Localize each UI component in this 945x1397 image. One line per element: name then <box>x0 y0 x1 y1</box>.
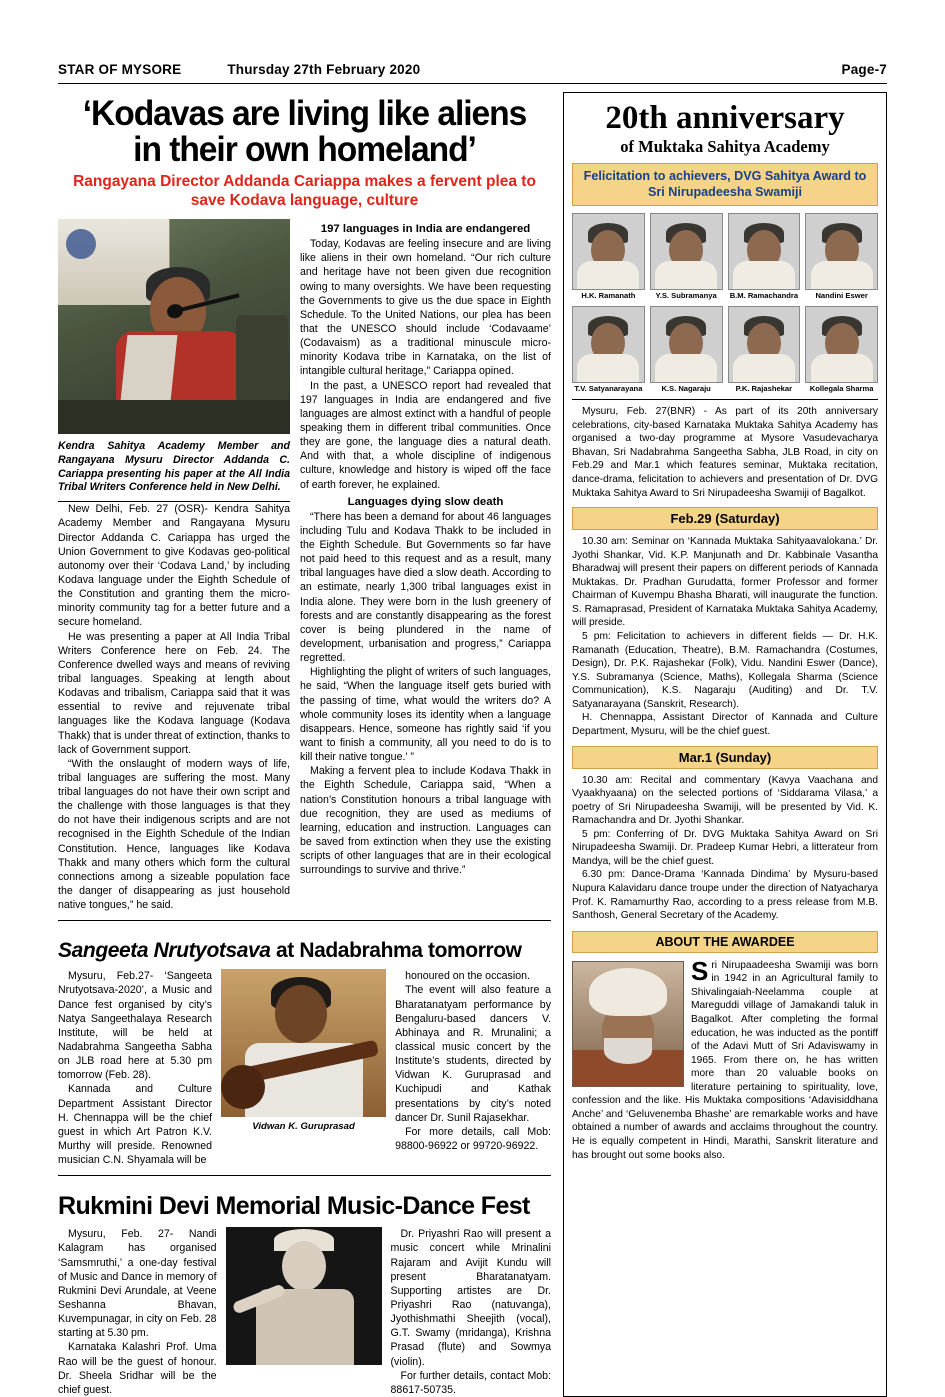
article1 <box>58 219 551 912</box>
paragraph: For further details, contact Mob: 88617-50735. <box>390 1369 551 1396</box>
page-number: Page-7 <box>841 62 887 77</box>
article1-left-column <box>58 219 290 912</box>
article1-subheading-2: Languages dying slow death <box>347 495 504 508</box>
achiever-photo <box>572 306 645 383</box>
masthead <box>58 62 887 81</box>
paragraph: Dr. Priyashri Rao will present a music concert while Mrinalini Rajaram and Avijit Kundu will present Bharatanatyam. Supporting artistes are Dr. Priyashri Rao (natuvanga), Jyothishmathi Sheejith (vocal), G.T. Swamy (mridanga), Krishna Prasad (flute) and Sowmya (violin). <box>390 1228 551 1368</box>
article2 <box>58 969 551 1167</box>
achiever-item <box>728 306 801 393</box>
article1-right-column <box>300 219 551 912</box>
article3-divider <box>58 1175 551 1221</box>
left-column <box>58 92 563 1397</box>
day1-schedule <box>572 535 878 738</box>
achiever-name: K.S. Nagaraju <box>661 383 711 393</box>
achiever-photo <box>572 213 645 290</box>
paragraph: 6.30 pm: Dance-Drama ‘Kannada Dindima’ by Mysuru-based Nupura Kalavidaru dance troupe under the direction of Natyacharya Prof. K. Ramamurthy Rao, according to a press release from M.B. Santhosh, General Secretary of the Academy. <box>572 869 878 922</box>
paper-name: STAR OF MYSORE <box>58 62 182 77</box>
paragraph: “There has been a demand for about 46 languages including Tulu and Kodava Thakk to be included in the Eighth Schedule. But Governments so far have not paid heed to this request and as a result, many tribal languages have died a slow death. According to an estimate, nearly 1,300 tribal languages exist in India alone. They were born in the lush greenery of forests and are constantly disappearing as the forest cover is being plundered in the name of development, urbanisation and progress,” Cariappa regretted. <box>300 510 551 665</box>
achiever-photo <box>805 213 878 290</box>
achiever-item <box>805 306 878 393</box>
paragraph: For more details, call Mob: 98800-96922 or 99720-96922. <box>395 1125 551 1153</box>
audience-figure <box>236 315 288 403</box>
right-divider <box>572 399 878 400</box>
achiever-photo <box>728 306 801 383</box>
achiever-name: Kollegala Sharma <box>809 383 874 393</box>
day2-schedule <box>572 774 878 923</box>
article3-photo <box>226 1227 382 1365</box>
dancer-head <box>282 1241 326 1291</box>
article1-body-2 <box>300 510 551 878</box>
article1-left-body <box>58 502 290 912</box>
stage-table <box>58 400 290 434</box>
awardee-dropcap: S <box>691 955 709 986</box>
achiever-item <box>805 213 878 300</box>
paragraph: The event will also feature a Bharatanatyam performance by Bengaluru-based dancers V. Abhinaya and R. Mrunalini; a classical music concert by the Institute’s students, directed by Vidwan K. Guruprasad and Kuchipudi and Kathak presentations by city’s noted dancer Dr. Sunil Rajasekhar. <box>395 984 551 1124</box>
awardee-beard <box>604 1038 652 1064</box>
masthead-divider <box>58 83 887 84</box>
anniversary-intro <box>572 405 878 500</box>
article2-photo <box>221 969 386 1117</box>
achiever-name: B.M. Ramachandra <box>729 291 799 301</box>
paragraph: “With the onslaught of modern ways of life, tribal languages are suffering the most. Many tribal languages do not have their own script and the challenge with those languages is that they do not have their indigenous scripts and are not recognised in the Eighth Schedule of the Indian Constitution. Hence, languages like Kodava Thakk and many others which form the cultural connections among a sizeable population face the danger of disappearing as just household native tongues,” he said. <box>58 757 290 912</box>
article2-photo-block <box>221 969 386 1167</box>
article3-headline: Rukmini Devi Memorial Music-Dance Fest <box>58 1192 530 1221</box>
paragraph: 10.30 am: Recital and commentary (Kavya Vaachana and Vyaakhyaana) on the selected portions of ‘Siddarama Vilasa,’ a poetry of Sri Nirupadeesha Swamiji, will be presented by Vid. K. Ramachandra and Dr. Jyothi Shankar. <box>572 774 878 827</box>
paragraph: honoured on the occasion. <box>405 970 530 983</box>
day1-bar: Feb.29 (Saturday) <box>572 507 878 530</box>
paragraph: In the past, a UNESCO report had revealed that 197 languages in India are endangered and five languages are almost extinct with a handful of people speaking them in different tribal communities. Once they are gone, the language dies a natural death. And with that, a whole discipline of indigenous culture, knowledge and history is wiped off the face of earth forever, he explained. <box>300 379 551 491</box>
paragraph: Mysuru, Feb. 27- Nandi Kalagram has organised ‘Samsmruthi,’ a one-day festival of Music and Dance in memory of Rukmini Devi Arundale, at Veene Seshanna Bhavan, Kuvempunagar, in city on Feb. 28 starting at 5.30 pm. <box>58 1228 217 1340</box>
article2-col1 <box>58 969 212 1167</box>
achiever-item <box>650 306 723 393</box>
felicitation-banner: Felicitation to achievers, DVG Sahitya Award to Sri Nirupadeesha Swamiji <box>572 163 878 206</box>
article3-col3 <box>391 1227 551 1397</box>
achiever-photo <box>650 213 723 290</box>
article1-subheading-1: 197 languages in India are endangered <box>320 223 531 236</box>
awardee-bar: ABOUT THE AWARDEE <box>572 931 878 953</box>
awardee-bio: ri Nirupaadeesha Swamiji was born in 1942 in an Agricultural family to Shivalingaiah-Neelamma couple at Mareguddi village of Jamakandi taluk in Bagalkot. After completing the formal education, he was inducted as the pontiff of the Adavi Mutt of Sri Adaviswamy in 1965. From there on, he has written more than 20 valuable books on literature pertaining to spirituality, love, confession and the like. His Muktaka compositions ‘Adavisiddhana Anche’ and ‘Geluvenemba Bhashe’ are remarkable works and have obtained a number of awards and acclaims throughout the country. He is equally competent in Hindi, Marathi, Sanskrit literature and has brought out some books also. <box>572 959 878 1161</box>
paragraph: Highlighting the plight of writers of such languages, he said, “When the language itself gets buried with the passing of time, what would the writers do? A whole community loses its identity when a language disappears. Hence, someone has rightly said ‘if you want to finish a community, all you need to do is to kill their native tongue.’ ” <box>300 666 551 764</box>
article2-divider <box>58 920 551 963</box>
paragraph: Making a fervent plea to include Kodava Thakk in the Eighth Schedule, Cariappa said, “When a nation’s Constitution honours a tribal language with due recognition, they are used as mediums of learning, education and instruction. Languages can be saved from extinction when they use the existing scripts of other languages that are in their ecological surroundings to survive and thrive.” <box>300 765 551 877</box>
article2-photo-caption: Vidwan K. Guruprasad <box>252 1121 355 1133</box>
issue-date: Thursday 27th February 2020 <box>227 62 421 77</box>
achiever-item <box>572 306 645 393</box>
anniversary-subtitle: of Muktaka Sahitya Academy <box>620 137 830 156</box>
paragraph: 10.30 am: Seminar on ‘Kannada Muktaka Sahityaavalokana.’ Dr. Jyothi Shankar, Vid. K.P. Manjunath and Dr. Kabbinale Vasantha Bharadwaj will present their papers on different periods of Kannada Muktakas. Dr. Pradhan Gurudatta, former Professor and former Chairman of Kuvempu Bhasha Bharati, will inaugurate the function. S. Ramaprasad, President of Karnataka Muktaka Sahitya Academy, will preside. <box>572 536 878 629</box>
paragraph: New Delhi, Feb. 27 (OSR)- Kendra Sahitya Academy Member and Rangayana Mysuru Director Addanda C. Cariappa has urged the Union Government to give Kodavas geo-political autonomy over their ‘Codava Land,’ by including Kodava language under the Eighth Schedule of the Constitution and granting them the micro-minority community tag for a better future and a secure homeland. <box>58 503 290 629</box>
achiever-item <box>650 213 723 300</box>
article3-photo-block <box>226 1227 382 1397</box>
paragraph: H. Chennappa, Assistant Director of Kannada and Culture Department, Mysuru, will be the chief guest. <box>572 712 878 737</box>
achievers-photo-grid <box>572 213 878 393</box>
achiever-photo <box>805 306 878 383</box>
achiever-photo <box>728 213 801 290</box>
paragraph: Mysuru, Feb. 27(BNR) - As part of its 20th anniversary celebrations, city-based Karnataka Muktaka Sahitya Academy has organised a two-day programme at Mysore Vasudevacharya Bhavan, Sri Nadabrahma Sangeetha Sabha, JLB Road, in city on Feb.29 and Mar.1 which features seminar, Muktaka recitation, dance-drama, felicitation to achievers and presentation of Dr. DVG Muktaka Sahitya Award to Sri Nirupadeesha Swamiji of Bagalkot. <box>572 406 878 499</box>
paragraph: Karnataka Kalashri Prof. Uma Rao will be the guest of honour. Dr. Sheela Sridhar will be the chief guest. <box>58 1341 217 1396</box>
page-content <box>58 92 887 1397</box>
anniversary-title: 20th anniversary <box>605 100 845 136</box>
article2-headline <box>58 939 551 963</box>
article1-body-1 <box>300 237 551 492</box>
awardee-section <box>572 955 878 1162</box>
awardee-turban <box>589 968 667 1016</box>
achiever-photo <box>650 306 723 383</box>
awardee-photo <box>572 961 684 1087</box>
article3 <box>58 1227 551 1397</box>
musician-head <box>275 985 327 1043</box>
article1-subhead: Rangayana Director Addanda Cariappa makes a fervent plea to save Kodava language, culture <box>73 173 536 210</box>
paragraph: Mysuru, Feb.27- ‘Sangeeta Nrutyotsava-2020’, a Music and Dance fest organised by city’s Natya Sangeethalaya Research Institute, will be held at Nadabrahma Sangeetha Sabha on JLB road here at 5.30 pm tomorrow (Feb. 28). <box>58 970 213 1082</box>
achiever-name: Nandini Eswer <box>815 291 868 301</box>
right-column-box <box>563 92 887 1397</box>
achiever-name: Y.S. Subramanya <box>655 291 717 301</box>
paragraph: Kannada and Culture Department Assistant Director H. Chennappa will be the chief guest in which Art Patron K.V. Murthy will preside. Renowned musician C.N. Shyamala will be <box>58 1083 213 1167</box>
article1-photo-caption: Kendra Sahitya Academy Member and Rangayana Mysuru Director Addanda C. Cariappa presenting his paper at the All India Tribal Writers Conference held in New Delhi. <box>58 440 290 502</box>
article2-col3 <box>395 969 551 1167</box>
article3-col1 <box>58 1227 217 1397</box>
article1-headline: ‘Kodavas are living like aliens in their own homeland’ <box>82 94 527 169</box>
article2-headline-rest: at Nadabrahma tomorrow <box>270 939 522 963</box>
achiever-name: T.V. Satyanarayana <box>574 383 643 393</box>
achiever-name: P.K. Rajashekar <box>735 383 793 393</box>
achiever-name: H.K. Ramanath <box>581 291 636 301</box>
article1-photo <box>58 219 290 434</box>
paragraph: He was presenting a paper at All India Tribal Writers Conference here on Feb. 24. The Conference dwelled ways and means of reviving tribal languages. Speaking at length about Kodavas and tribalism, Cariappa said that it was essential to revive and rejuvenate tribal languages like the Kodava language (Kodava Thakk) that is under threat of extinction, thanks to lack of Government support. <box>58 630 291 756</box>
achiever-item <box>728 213 801 300</box>
article2-headline-italic: Sangeeta Nrutyotsava <box>58 939 271 963</box>
achiever-item <box>572 213 645 300</box>
paragraph: 5 pm: Conferring of Dr. DVG Muktaka Sahitya Award on Sri Nirupadeesha Swamiji. Dr. Pradeep Kumar Hebri, a litterateur from Mandya, will be the chief guest. <box>572 828 878 867</box>
paragraph: Today, Kodavas are feeling insecure and are living like aliens in their own homeland. “Our rich culture and heritage have not been given due recognition owing to many oversights. We have been requesting the Governments to give us the due space in Eighth Schedule. To the United Nations, our plea has been that the UNESCO should include ‘Codavaame’ (Codavaism) as a traditional minuscule micro-minority Kodava tribe in Karnataka, on the list of intangible cultural heritage,” Cariappa opined. <box>300 238 551 378</box>
day2-bar: Mar.1 (Sunday) <box>572 746 878 769</box>
paragraph: 5 pm: Felicitation to achievers in different fields — Dr. H.K. Ramanath (Education, Theatre), B.M. Ramachandra (Costumes, Design), Dr. P.K. Rajashekar (Folk), Vidu. Nandini Eswer (Dance), Y.S. Subramanya (Science, Maths), Kollegala Sharma (Science Communication), K.S. Nagaraju (Auditing) and Dr. T.V. Satyanarayana (Sanskrit, Research). <box>572 631 878 710</box>
